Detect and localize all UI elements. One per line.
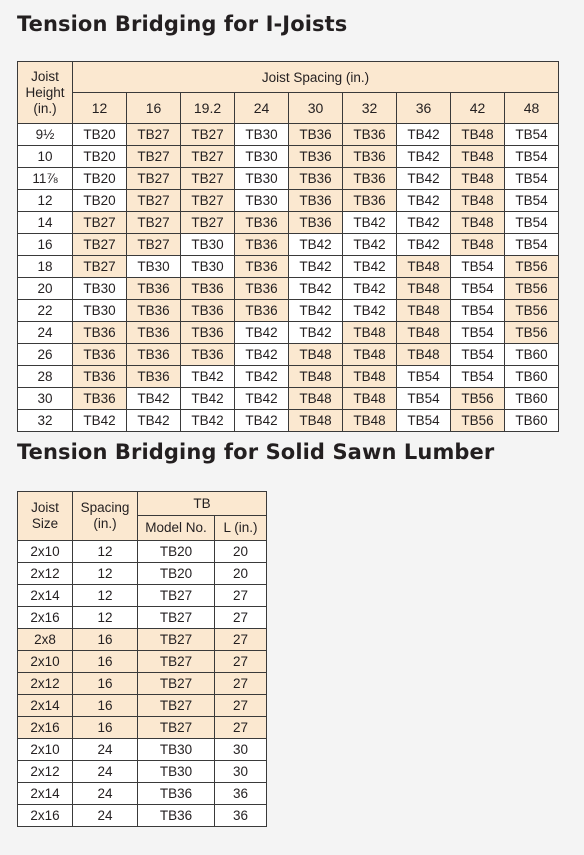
model-cell: TB20	[138, 541, 215, 563]
table-row	[18, 212, 559, 234]
model-cell: TB56	[505, 278, 559, 300]
model-cell: TB54	[505, 168, 559, 190]
model-cell: TB36	[289, 124, 343, 146]
length-cell: 27	[215, 717, 267, 739]
model-cell: TB30	[138, 739, 215, 761]
model-cell: TB27	[138, 717, 215, 739]
length-cell: 27	[215, 629, 267, 651]
model-cell: TB36	[343, 146, 397, 168]
model-cell: TB36	[127, 322, 181, 344]
model-cell: TB54	[451, 278, 505, 300]
joist-height-cell: 20	[18, 278, 73, 300]
model-cell: TB56	[505, 322, 559, 344]
model-cell: TB54	[397, 410, 451, 432]
model-cell: TB30	[138, 761, 215, 783]
spacing-cell: 24	[73, 783, 138, 805]
model-cell: TB42	[289, 278, 343, 300]
model-cell: TB27	[73, 234, 127, 256]
model-cell: TB42	[235, 322, 289, 344]
model-cell: TB36	[181, 322, 235, 344]
joist-height-cell: 26	[18, 344, 73, 366]
model-cell: TB27	[181, 190, 235, 212]
model-cell: TB30	[235, 124, 289, 146]
table-row	[18, 322, 559, 344]
joist-height-header-line: Joist	[31, 68, 59, 84]
table-row	[18, 739, 267, 761]
joist-size-cell: 2x16	[18, 607, 73, 629]
model-cell: TB27	[127, 234, 181, 256]
model-cell: TB48	[289, 388, 343, 410]
length-cell: 27	[215, 607, 267, 629]
table-row	[18, 761, 267, 783]
spacing-column-header: 19.2	[181, 93, 235, 124]
model-cell: TB42	[235, 410, 289, 432]
table-row	[18, 783, 267, 805]
joist-spacing-header: Joist Spacing (in.)	[73, 62, 559, 93]
model-cell: TB42	[127, 388, 181, 410]
model-cell: TB30	[181, 256, 235, 278]
model-cell: TB36	[235, 256, 289, 278]
length-cell: 36	[215, 805, 267, 827]
model-cell: TB27	[181, 168, 235, 190]
model-cell: TB36	[289, 190, 343, 212]
model-cell: TB42	[397, 124, 451, 146]
joist-size-cell: 2x14	[18, 585, 73, 607]
model-cell: TB36	[181, 344, 235, 366]
model-cell: TB30	[235, 146, 289, 168]
model-cell: TB27	[138, 673, 215, 695]
table-row	[18, 717, 267, 739]
joist-size-cell: 2x12	[18, 673, 73, 695]
length-cell: 20	[215, 563, 267, 585]
tb-header: TB	[138, 492, 267, 516]
model-cell: TB48	[451, 212, 505, 234]
length-cell: 20	[215, 541, 267, 563]
model-cell: TB27	[127, 124, 181, 146]
table-row	[18, 146, 559, 168]
table-row	[18, 256, 559, 278]
model-cell: TB48	[451, 190, 505, 212]
joist-size-cell: 2x12	[18, 761, 73, 783]
table-row	[18, 541, 267, 563]
model-cell: TB27	[138, 695, 215, 717]
model-cell: TB36	[181, 300, 235, 322]
model-no-header: Model No.	[138, 516, 215, 541]
spacing-cell: 12	[73, 607, 138, 629]
model-cell: TB54	[505, 234, 559, 256]
joist-height-cell: 12	[18, 190, 73, 212]
model-cell: TB27	[127, 146, 181, 168]
joist-size-header	[18, 492, 73, 541]
joist-height-cell: 9½	[18, 124, 73, 146]
model-cell: TB48	[343, 344, 397, 366]
model-cell: TB42	[343, 256, 397, 278]
model-cell: TB27	[127, 190, 181, 212]
model-cell: TB42	[397, 168, 451, 190]
table-row	[18, 388, 559, 410]
table-row	[18, 300, 559, 322]
table-row	[18, 168, 559, 190]
length-cell: 27	[215, 673, 267, 695]
joist-height-cell: 32	[18, 410, 73, 432]
model-cell: TB42	[73, 410, 127, 432]
spacing-column-header: 32	[343, 93, 397, 124]
model-cell: TB48	[451, 124, 505, 146]
model-cell: TB48	[289, 344, 343, 366]
model-cell: TB54	[505, 190, 559, 212]
spacing-cell: 24	[73, 761, 138, 783]
model-cell: TB30	[181, 234, 235, 256]
model-cell: TB48	[289, 366, 343, 388]
spacing-cell: 16	[73, 651, 138, 673]
model-cell: TB36	[289, 168, 343, 190]
model-cell: TB48	[343, 410, 397, 432]
model-cell: TB27	[73, 256, 127, 278]
model-cell: TB56	[451, 388, 505, 410]
model-cell: TB27	[181, 212, 235, 234]
model-cell: TB42	[343, 278, 397, 300]
length-cell: 30	[215, 739, 267, 761]
joist-size-cell: 2x16	[18, 805, 73, 827]
model-cell: TB42	[289, 322, 343, 344]
table-row	[18, 651, 267, 673]
joist-size-cell: 2x10	[18, 541, 73, 563]
length-cell: 36	[215, 783, 267, 805]
model-cell: TB54	[451, 344, 505, 366]
model-cell: TB42	[235, 344, 289, 366]
model-cell: TB48	[289, 410, 343, 432]
model-cell: TB42	[343, 234, 397, 256]
model-cell: TB36	[343, 190, 397, 212]
model-cell: TB36	[235, 278, 289, 300]
model-cell: TB36	[73, 388, 127, 410]
model-cell: TB30	[73, 300, 127, 322]
model-cell: TB48	[397, 256, 451, 278]
model-cell: TB48	[343, 322, 397, 344]
model-cell: TB42	[289, 300, 343, 322]
joist-height-header-line: Height	[25, 84, 65, 100]
joist-height-cell: 16	[18, 234, 73, 256]
model-cell: TB27	[181, 124, 235, 146]
spacing-cell: 24	[73, 805, 138, 827]
model-cell: TB56	[505, 256, 559, 278]
model-cell: TB60	[505, 410, 559, 432]
joist-size-cell: 2x8	[18, 629, 73, 651]
joist-size-cell: 2x14	[18, 695, 73, 717]
table-row	[18, 124, 559, 146]
spacing-cell: 16	[73, 673, 138, 695]
table-row	[18, 673, 267, 695]
model-cell: TB42	[181, 366, 235, 388]
spacing-header	[73, 492, 138, 541]
model-cell: TB36	[73, 322, 127, 344]
spacing-column-header: 24	[235, 93, 289, 124]
model-cell: TB42	[235, 366, 289, 388]
model-cell: TB20	[138, 563, 215, 585]
joist-size-header-line: Joist	[31, 500, 59, 515]
model-cell: TB36	[343, 124, 397, 146]
spacing-header-line: Spacing	[80, 500, 130, 515]
model-cell: TB42	[127, 410, 181, 432]
model-cell: TB36	[127, 366, 181, 388]
model-cell: TB27	[73, 212, 127, 234]
model-cell: TB42	[343, 212, 397, 234]
joist-height-cell: 11⅞	[18, 168, 73, 190]
model-cell: TB42	[181, 410, 235, 432]
model-cell: TB36	[235, 212, 289, 234]
model-cell: TB36	[235, 300, 289, 322]
model-cell: TB48	[451, 168, 505, 190]
table-row	[18, 234, 559, 256]
model-cell: TB48	[343, 388, 397, 410]
table-row	[18, 805, 267, 827]
model-cell: TB48	[397, 322, 451, 344]
spacing-column-header: 42	[451, 93, 505, 124]
model-cell: TB48	[343, 366, 397, 388]
model-cell: TB42	[397, 212, 451, 234]
model-cell: TB20	[73, 168, 127, 190]
spacing-column-header: 16	[127, 93, 181, 124]
model-cell: TB27	[127, 168, 181, 190]
model-cell: TB56	[451, 410, 505, 432]
spacing-cell: 24	[73, 739, 138, 761]
model-cell: TB48	[397, 278, 451, 300]
table-row	[18, 563, 267, 585]
sawn-title: Tension Bridging for Solid Sawn Lumber	[17, 440, 495, 464]
joist-height-cell: 28	[18, 366, 73, 388]
table-row	[18, 190, 559, 212]
sawn-bridging-table	[17, 491, 267, 827]
model-cell: TB42	[397, 190, 451, 212]
model-cell: TB60	[505, 388, 559, 410]
joist-size-cell: 2x10	[18, 651, 73, 673]
model-cell: TB20	[73, 124, 127, 146]
length-cell: 27	[215, 651, 267, 673]
spacing-header-line: (in.)	[93, 516, 117, 531]
ijoist-title: Tension Bridging for I-Joists	[17, 12, 348, 36]
model-cell: TB36	[127, 300, 181, 322]
model-cell: TB54	[397, 366, 451, 388]
model-cell: TB42	[397, 146, 451, 168]
model-cell: TB36	[127, 278, 181, 300]
model-cell: TB42	[181, 388, 235, 410]
spacing-cell: 12	[73, 585, 138, 607]
joist-height-header	[18, 62, 73, 124]
table-row	[18, 410, 559, 432]
model-cell: TB27	[138, 585, 215, 607]
joist-size-cell: 2x10	[18, 739, 73, 761]
joist-height-cell: 22	[18, 300, 73, 322]
length-cell: 30	[215, 761, 267, 783]
model-cell: TB36	[181, 278, 235, 300]
model-cell: TB48	[451, 146, 505, 168]
model-cell: TB42	[343, 300, 397, 322]
joist-size-cell: 2x12	[18, 563, 73, 585]
length-cell: 27	[215, 585, 267, 607]
model-cell: TB48	[397, 300, 451, 322]
table-row	[18, 366, 559, 388]
model-cell: TB54	[505, 146, 559, 168]
model-cell: TB36	[138, 805, 215, 827]
length-header: L (in.)	[215, 516, 267, 541]
model-cell: TB54	[451, 256, 505, 278]
ijoist-bridging-table	[17, 61, 559, 432]
joist-size-cell: 2x16	[18, 717, 73, 739]
table-row	[18, 629, 267, 651]
joist-size-cell: 2x14	[18, 783, 73, 805]
model-cell: TB54	[451, 300, 505, 322]
model-cell: TB54	[505, 124, 559, 146]
model-cell: TB30	[235, 168, 289, 190]
spacing-cell: 16	[73, 717, 138, 739]
model-cell: TB48	[451, 234, 505, 256]
model-cell: TB30	[73, 278, 127, 300]
model-cell: TB60	[505, 344, 559, 366]
model-cell: TB30	[235, 190, 289, 212]
model-cell: TB36	[138, 783, 215, 805]
model-cell: TB48	[397, 344, 451, 366]
model-cell: TB54	[397, 388, 451, 410]
model-cell: TB54	[451, 322, 505, 344]
model-cell: TB27	[181, 146, 235, 168]
model-cell: TB42	[289, 234, 343, 256]
model-cell: TB36	[289, 146, 343, 168]
model-cell: TB54	[451, 366, 505, 388]
spacing-cell: 16	[73, 695, 138, 717]
model-cell: TB20	[73, 146, 127, 168]
model-cell: TB42	[235, 388, 289, 410]
table-row	[18, 278, 559, 300]
model-cell: TB60	[505, 366, 559, 388]
model-cell: TB27	[138, 629, 215, 651]
model-cell: TB36	[73, 344, 127, 366]
model-cell: TB27	[138, 607, 215, 629]
spacing-cell: 12	[73, 563, 138, 585]
model-cell: TB56	[505, 300, 559, 322]
model-cell: TB36	[235, 234, 289, 256]
joist-height-header-line: (in.)	[33, 100, 57, 116]
spacing-column-header: 36	[397, 93, 451, 124]
spacing-cell: 12	[73, 541, 138, 563]
length-cell: 27	[215, 695, 267, 717]
model-cell: TB42	[397, 234, 451, 256]
model-cell: TB27	[127, 212, 181, 234]
joist-height-cell: 24	[18, 322, 73, 344]
model-cell: TB36	[343, 168, 397, 190]
table-row	[18, 344, 559, 366]
spacing-column-header: 30	[289, 93, 343, 124]
joist-height-cell: 30	[18, 388, 73, 410]
table-row	[18, 607, 267, 629]
joist-height-cell: 10	[18, 146, 73, 168]
model-cell: TB54	[505, 212, 559, 234]
spacing-cell: 16	[73, 629, 138, 651]
table-row	[18, 585, 267, 607]
model-cell: TB42	[289, 256, 343, 278]
model-cell: TB20	[73, 190, 127, 212]
table-row	[18, 695, 267, 717]
spacing-column-header: 48	[505, 93, 559, 124]
model-cell: TB27	[138, 651, 215, 673]
model-cell: TB36	[73, 366, 127, 388]
joist-height-cell: 14	[18, 212, 73, 234]
joist-height-cell: 18	[18, 256, 73, 278]
model-cell: TB30	[127, 256, 181, 278]
model-cell: TB36	[289, 212, 343, 234]
joist-size-header-line: Size	[31, 516, 59, 531]
spacing-column-header: 12	[73, 93, 127, 124]
model-cell: TB36	[127, 344, 181, 366]
